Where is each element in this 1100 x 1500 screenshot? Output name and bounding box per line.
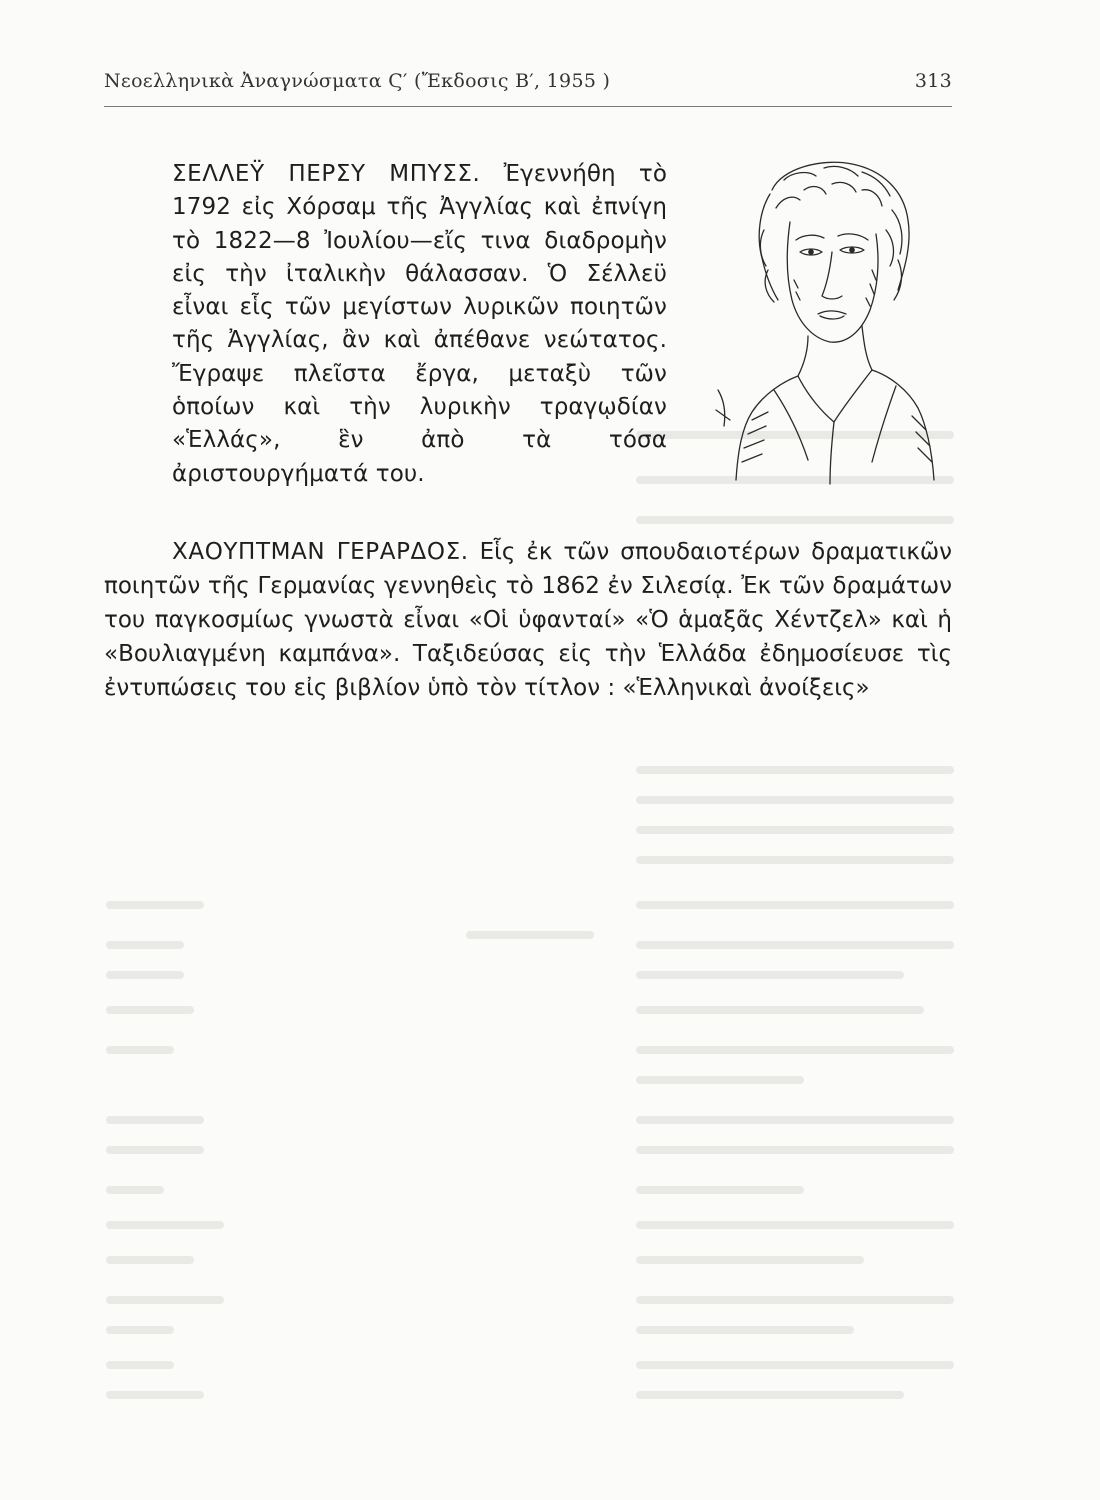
- book-title: Νεοελληνικὰ Ἀναγνώσματα Ϛ′ (Ἔκδοσις Β′, 1955 ): [104, 70, 611, 92]
- entry-shelley: [172, 158, 667, 491]
- entry-hauptmann: [104, 535, 952, 705]
- entry-headword: ΧΑΟΥΠΤΜΑΝ ΓΕΡΑΡΔΟΣ.: [172, 539, 469, 565]
- entry-headword: ΣΕΛΛΕΫ ΠΕΡΣΥ ΜΠΥΣΣ.: [172, 161, 481, 187]
- entry-text: Ἐγεννήθη τὸ 1792 εἰς Χόρσαμ τῆς Ἀγγλίας καὶ ἐπνίγη τὸ 1822—8 Ἰουλίου—εἴς τινα διαδρομὴν εἰς τὴν ἰταλικὴν θάλασσαν. Ὁ Σέλλεϋ εἶναι εἷς τῶν μεγίστων λυρικῶν ποιητῶν τῆς Ἀγγλίας, ἂν καὶ ἀπέθανε νεώτατος. Ἔγραψε πλεῖστα ἔργα, μεταξὺ τῶν ὁποίων καὶ τὴν λυρικὴν τραγῳδίαν «Ἑλλάς», ἓν ἀπὸ τὰ τόσα ἀριστουργήματά του.: [172, 161, 667, 487]
- page-number: 313: [914, 70, 952, 92]
- portrait-illustration: [712, 150, 952, 490]
- running-head: [104, 70, 952, 92]
- header-rule: [104, 106, 952, 107]
- entry-text: Εἷς ἐκ τῶν σπουδαιοτέρων δραματικῶν ποιητῶν τῆς Γερμανίας γεννηθεὶς τὸ 1862 ἐν Σιλεσίᾳ. Ἐκ τῶν δραμάτων του παγκοσμίως γνωστὰ εἶναι «Οἱ ὑφανταί» «Ὁ ἁμαξᾶς Χέντζελ» καὶ ἡ «Βουλιαγμένη καμπάνα». Ταξιδεύσας εἰς τὴν Ἑλλάδα ἐδημοσίευσε τὶς ἐντυπώσεις του εἰς βιβλίον ὑπὸ τὸν τίτλον : «Ἑλληνικαὶ ἀνοίξεις»: [104, 539, 953, 701]
